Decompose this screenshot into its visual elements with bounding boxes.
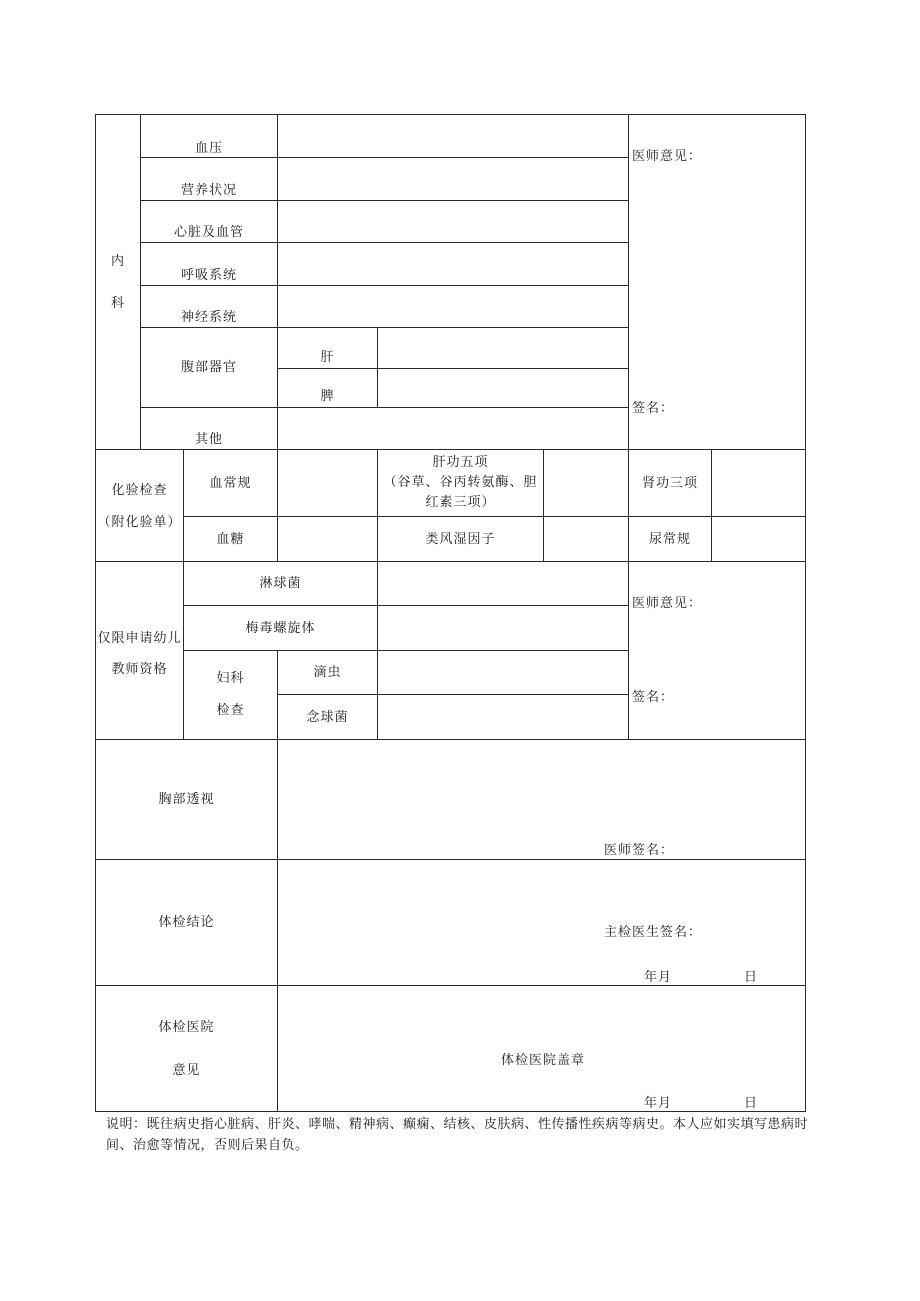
form-note: 说明：既往病史指心脏病、肝炎、哮喘、精神病、癫痫、结核、皮肤病、性传播性疾病等病史。本人应如实填写患病时间、治愈等情况，否则后果自负。 (106, 1117, 809, 1153)
internal-col-organ (377, 327, 378, 408)
other-label: 其他 (194, 432, 223, 447)
candida-label: 念球菌 (306, 710, 349, 725)
lab-title-2: （附化验单） (97, 515, 182, 530)
respiratory-label: 呼吸系统 (180, 268, 237, 283)
preschool-title-1: 仅限申请幼儿 (97, 631, 182, 646)
heart-label: 心脏及血管 (173, 225, 244, 240)
lab-col-4 (543, 449, 544, 562)
hospital-year-month: 年月 (644, 1096, 673, 1111)
nervous-label: 神经系统 (180, 310, 237, 325)
internal-row-6 (140, 407, 629, 408)
lower-col-label (277, 739, 278, 1112)
preschool-doctor-opinion: 医师意见： (632, 596, 703, 611)
liver-function-label-2: （谷草、谷丙转氨酶、胆 (383, 475, 538, 490)
trichomonas-label: 滴虫 (313, 665, 342, 680)
divider-lab-preschool (95, 561, 806, 562)
divider-internal-lab (95, 449, 806, 450)
internal-dept-label-2: 科 (111, 296, 126, 311)
preschool-title-2: 教师资格 (111, 662, 168, 677)
internal-row-4 (140, 285, 629, 286)
preschool-signature: 签名： (632, 690, 675, 705)
chief-doctor-signature: 主检医生签名： (604, 925, 703, 940)
pre-row-3 (277, 694, 629, 695)
liver-function-label-3: 红素三项） (425, 495, 496, 510)
gynecology-label-1: 妇科 (216, 671, 245, 686)
hospital-title-1: 体检医院 (158, 1020, 215, 1035)
divider-chest-conclusion (95, 859, 806, 860)
internal-doctor-opinion: 医师意见： (632, 149, 703, 164)
chest-xray-label: 胸部透视 (158, 792, 215, 807)
conclusion-year-month: 年月 (644, 970, 673, 985)
gynecology-label-2: 检查 (216, 703, 245, 718)
blood-routine-label: 血常规 (209, 476, 252, 491)
syphilis-label: 梅毒螺旋体 (245, 621, 316, 636)
table-border-left (95, 114, 96, 1112)
internal-row-1 (140, 157, 629, 158)
internal-col-opinion (628, 114, 629, 450)
pre-row-2 (183, 650, 629, 651)
internal-signature: 签名： (632, 401, 675, 416)
hospital-title-2: 意见 (172, 1063, 201, 1078)
gonococcus-label: 淋球菌 (259, 576, 302, 591)
lab-col-6 (711, 449, 712, 562)
urine-routine-label: 尿常规 (648, 532, 691, 547)
abdomen-label: 腹部器官 (180, 360, 237, 375)
blood-glucose-label: 血糖 (216, 532, 245, 547)
divider-conclusion-hospital (95, 985, 806, 986)
table-border-right (805, 114, 806, 1112)
pre-col-gyn (277, 650, 278, 740)
conclusion-day: 日 (744, 970, 759, 985)
nutrition-label: 营养状况 (180, 183, 237, 198)
internal-row-5 (140, 327, 629, 328)
pre-row-1 (183, 605, 629, 606)
divider-preschool-chest (95, 739, 806, 740)
hospital-day: 日 (744, 1096, 759, 1111)
lab-title-1: 化验检查 (111, 483, 168, 498)
table-border-top (95, 114, 806, 115)
conclusion-label: 体检结论 (158, 915, 215, 930)
spleen-label: 脾 (320, 389, 335, 404)
internal-row-2 (140, 200, 629, 201)
internal-row-3 (140, 242, 629, 243)
chest-doctor-signature: 医师签名： (604, 843, 675, 858)
rheumatoid-factor-label: 类风湿因子 (425, 532, 496, 547)
lab-col-2 (277, 449, 278, 562)
internal-dept-label-1: 内 (111, 254, 126, 269)
liver-function-label-1: 肝功五项 (432, 455, 489, 470)
blood-pressure-label: 血压 (194, 141, 223, 156)
liver-label: 肝 (320, 350, 335, 365)
kidney-function-label: 肾功三项 (641, 476, 698, 491)
hospital-stamp-label: 体检医院盖章 (501, 1053, 586, 1068)
internal-row-liver-spleen (277, 368, 629, 369)
table-border-bottom (95, 1111, 806, 1112)
